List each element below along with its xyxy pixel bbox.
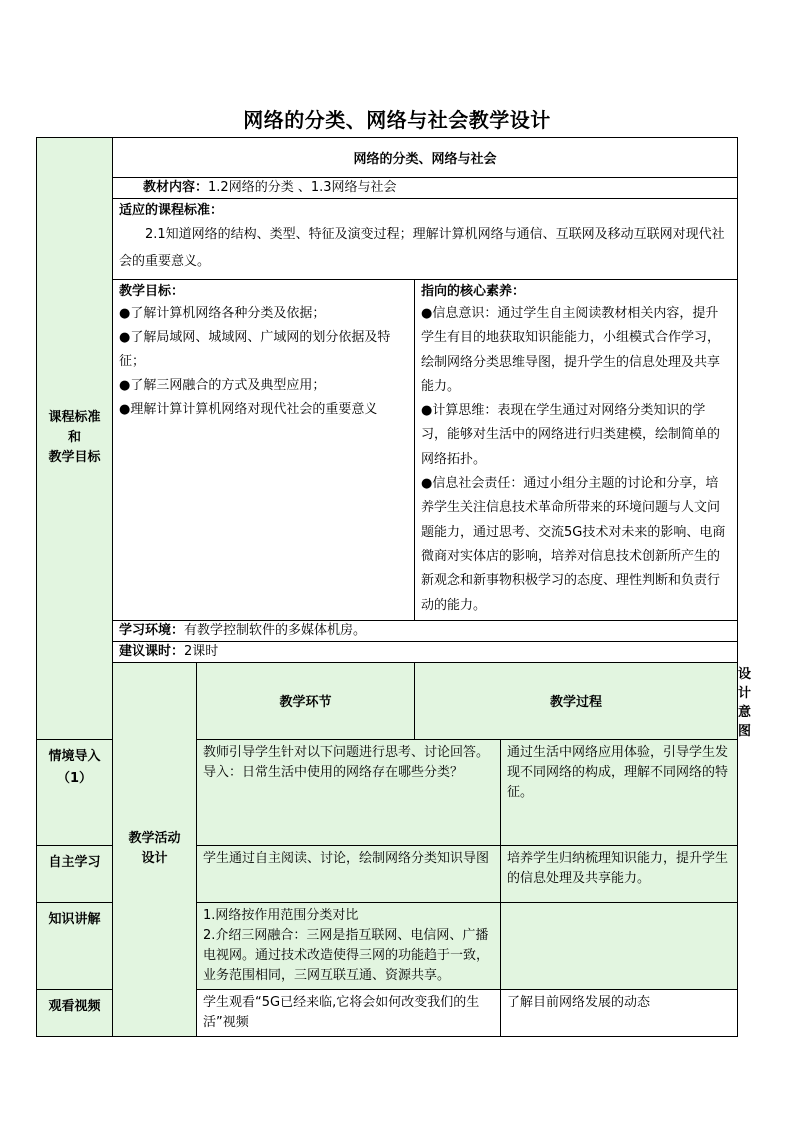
hours-row [113,641,738,662]
process-text: 2.介绍三网融合：三网是指互联网、电信网、广播电视网。通过技术改造使得三网的功能趋于一致，业务范围相同，三网互联互通、资源共享。 [203,927,490,983]
process-cell [197,739,501,845]
section-label-line: 和 [67,430,81,446]
process-cell [197,989,501,1036]
goal-item: ●了解计算机网络各种分类及依据； [119,306,326,321]
header-process: 教学过程 [415,662,738,739]
process-text: 导入：日常生活中使用的网络存在哪些分类？ [203,764,464,780]
document-title: 网络的分类、网络与社会教学设计 [243,108,551,132]
environment-label: 学习环境： [119,622,185,638]
stage-label: 自主学习 [48,854,101,870]
environment-value: 有教学控制软件的多媒体机房。 [184,622,367,638]
process-text: 学生观看“5G已经来临,它将会如何改变我们的生活”视频 [203,994,480,1030]
section-label-line: 设计 [141,851,168,867]
section-label-line: 教学活动 [128,831,181,847]
process-text: 学生通过自主阅读、讨论，绘制网络分类知识导图 [203,850,490,866]
stage-label: （1） [56,770,93,786]
section-label-line: 教学目标 [48,450,101,466]
core-item: ●信息社会责任：通过小组分主题的讨论和分享，培养学生关注信息技术革命所带来的环境问题与人文问题能力，通过思考、交流5G技术对未来的影响、电商微商对实体店的影响，培养对信息技术创新所产生的新观念和新事物积极学习的态度、理性判断和负责行动的能力。 [421,476,726,613]
stage-label: 观看视频 [48,998,101,1014]
goals-label: 教学目标： [119,284,185,299]
process-text: 1.网络按作用范围分类对比 [203,907,359,923]
hours-label: 建议课时： [119,643,185,659]
process-text: 教师引导学生针对以下问题进行思考、讨论回答。 [203,744,490,760]
stage-cell [37,845,113,902]
standard-label: 适应的课程标准： [119,203,224,218]
core-item: ●信息意识：通过学生自主阅读教材相关内容，提升学生有目的地获取知识能能力，小组模式合作学习，绘制网络分类思维导图，提升学生的信息处理及共享能力。 [421,306,721,394]
material-label: 教材内容： [143,180,209,195]
goal-item: ●理解计算计算机网络对现代社会的重要意义 [119,402,378,417]
stage-cell [37,989,113,1036]
lesson-subtitle: 网络的分类、网络与社会 [113,138,738,178]
standard-text: 2.1知道网络的结构、类型、特征及演变过程；理解计算机网络与通信、互联网及移动互联网对现代社会的重要意义。 [119,227,725,269]
standard-cell [113,199,738,280]
section-label-standards [37,138,113,740]
section-label-line: 课程标准 [48,410,101,426]
intent-text: 了解目前网络发展的动态 [507,994,651,1010]
lesson-plan-table: 课程标准 和 教学目标 网络的分类、网络与社会 教材内容：1.2网络的分类 、1.3网络与社会 适应的课程标准： 2.1知道网络的结构、类型、特征及演变过程；理解计算机网络与通信、互联网及移动互联网对现代社会的重要意义。 教学目标： ●了解计算机网络各种分类及依据； ●了解局域网、城域网、广域网的划分依据及特征； ●了解三网融合的方式及典型应用； ●理解计算计算机网络对现代社会的重要意义 指向的核心素养： ●信息意识：通过学生自主阅读教材相关内容，提升学生有目的地获取知识能能力，小组模式合作学习，绘制网络分类思维导图，提升学生的信息处理及共享能力。 ●计算思维：表现在学生通过对网络分类知识的学习，能够对生活中的网络进行归类建模，绘制简单的网络拓扑。 ●信息社会责任：通过小组分主题的讨论和分享，培养学生关注信息技术革命所带来的环境问题与人文问题能力，通过思考、交流5G技术对未来的影响、电商微商对实体店的影响，培养对信息技术创新所产生的新观念和新事物积极学习的态度、理性判断和负责行动的能力。 学习环境：有教学控制软件的多媒体机房。 建议课时：2课时 教学活动 设计 教学环节 教学过程 设计意图 情境导入 （1） 教师引导学生针对以下问题进行思考、讨论回答。 导入：日常生活中使用的网络存在哪些分类？ 通过生活中网络应用体验，引导学生发现不同网络的构成，理解不同网络的特征。 自主学习 学生通过自主阅读、讨论，绘制网络分类知识导图 培养学生归纳梳理知识能力，提升学生的信息处理及共享能力。 知识讲解 1.网络按作用范围分类对比 2.介绍三网融合：三网是指互联网、电信网、广播电视网。通过技术改造使得三网的功能趋于一致，业务范围相同，三网互联互通、资源共享。 观看视频 学生观看“5G已经来临,它将会如何改变我们的生活”视频 了解目前网络发展的动态 [36,137,738,1037]
goal-item: ●了解三网融合的方式及典型应用； [119,378,326,393]
material-row [113,178,738,199]
hours-value: 2课时 [184,643,219,659]
section-label-activities [113,662,197,1036]
intent-text: 通过生活中网络应用体验，引导学生发现不同网络的构成，理解不同网络的特征。 [507,744,729,800]
stage-cell [37,902,113,989]
environment-row [113,620,738,641]
stage-label: 知识讲解 [48,911,101,927]
intent-cell [501,845,738,902]
intent-cell [501,989,738,1036]
teaching-goals-cell [113,280,415,621]
stage-label: 情境导入 [48,748,101,764]
core-literacy-cell [415,280,738,621]
process-cell [197,845,501,902]
core-label: 指向的核心素养： [421,284,526,299]
core-item: ●计算思维：表现在学生通过对网络分类知识的学习，能够对生活中的网络进行归类建模，绘制简单的网络拓扑。 [421,403,721,467]
material-value: 1.2网络的分类 、1.3网络与社会 [208,180,397,195]
header-stage: 教学环节 [197,662,415,739]
process-cell [197,902,501,989]
stage-cell [37,739,113,845]
intent-text: 培养学生归纳梳理知识能力，提升学生的信息处理及共享能力。 [507,850,729,886]
goal-item: ●了解局域网、城域网、广域网的划分依据及特征； [119,330,391,369]
intent-cell [501,902,738,989]
intent-cell [501,739,738,845]
